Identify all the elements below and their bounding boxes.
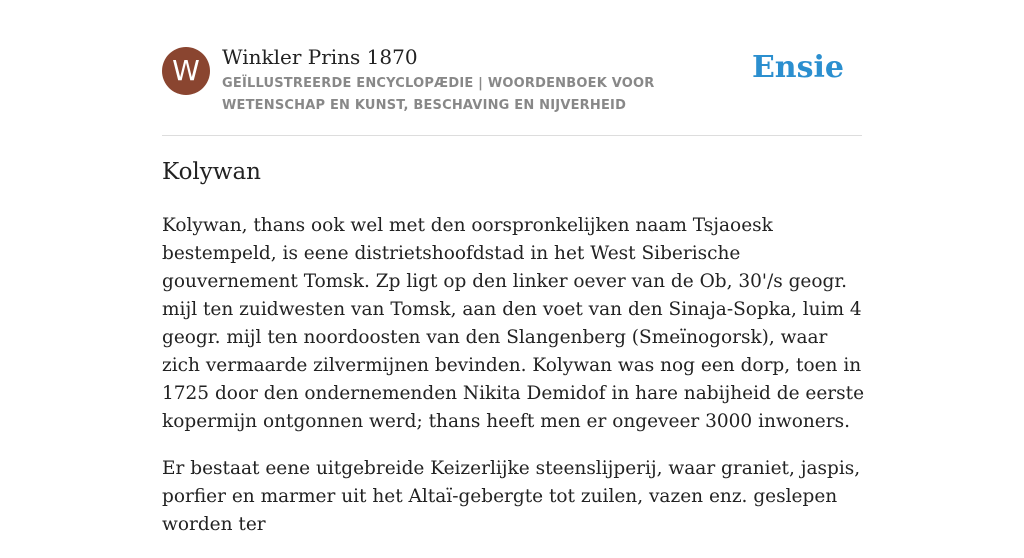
article-body (162, 212, 867, 558)
header (162, 0, 862, 136)
article-title: Kolywan (162, 159, 261, 185)
article-paragraph: Er bestaat eene uitgebreide Keizerlijke steenslijperij, waar graniet, jaspis, porfier en marmer uit het Altaï-gebergte tot zuilen, vazen enz. geslepen worden ter (162, 458, 861, 535)
article-paragraph: Kolywan, thans ook wel met den oorspronkelijken naam Tsjaoesk bestempeld, is eene distrietshoofdstad in het West Siberische gouvernement Tomsk. Zp ligt op den linker oever van de Ob, 30'/s geogr. mijl ten zuidwesten van Tomsk, aan den voet van den Sinaja-Sopka, luim 4 geogr. mijl ten noordoosten van den Slangenberg (Smeïnogorsk), waar zich vermaarde zilvermijnen bevinden. Kolywan was nog een dorp, toen in 1725 door den ondernemenden Nikita Demidof in hare nabijheid de eerste kopermijn ontgonnen werd; thans heeft men er ongeveer 3000 inwoners. (162, 215, 865, 432)
page (162, 0, 865, 535)
publication-avatar[interactable]: W (162, 47, 210, 95)
publication-subtitle: GEÏLLUSTREERDE ENCYCLOPÆDIE | WOORDENBOEK VOOR WETENSCHAP EN KUNST, BESCHAVING EN NIJVERHEID (222, 76, 655, 113)
ensie-logo-link[interactable]: Ensie (751, 50, 844, 85)
publication-title[interactable]: Winkler Prins 1870 (222, 45, 418, 69)
